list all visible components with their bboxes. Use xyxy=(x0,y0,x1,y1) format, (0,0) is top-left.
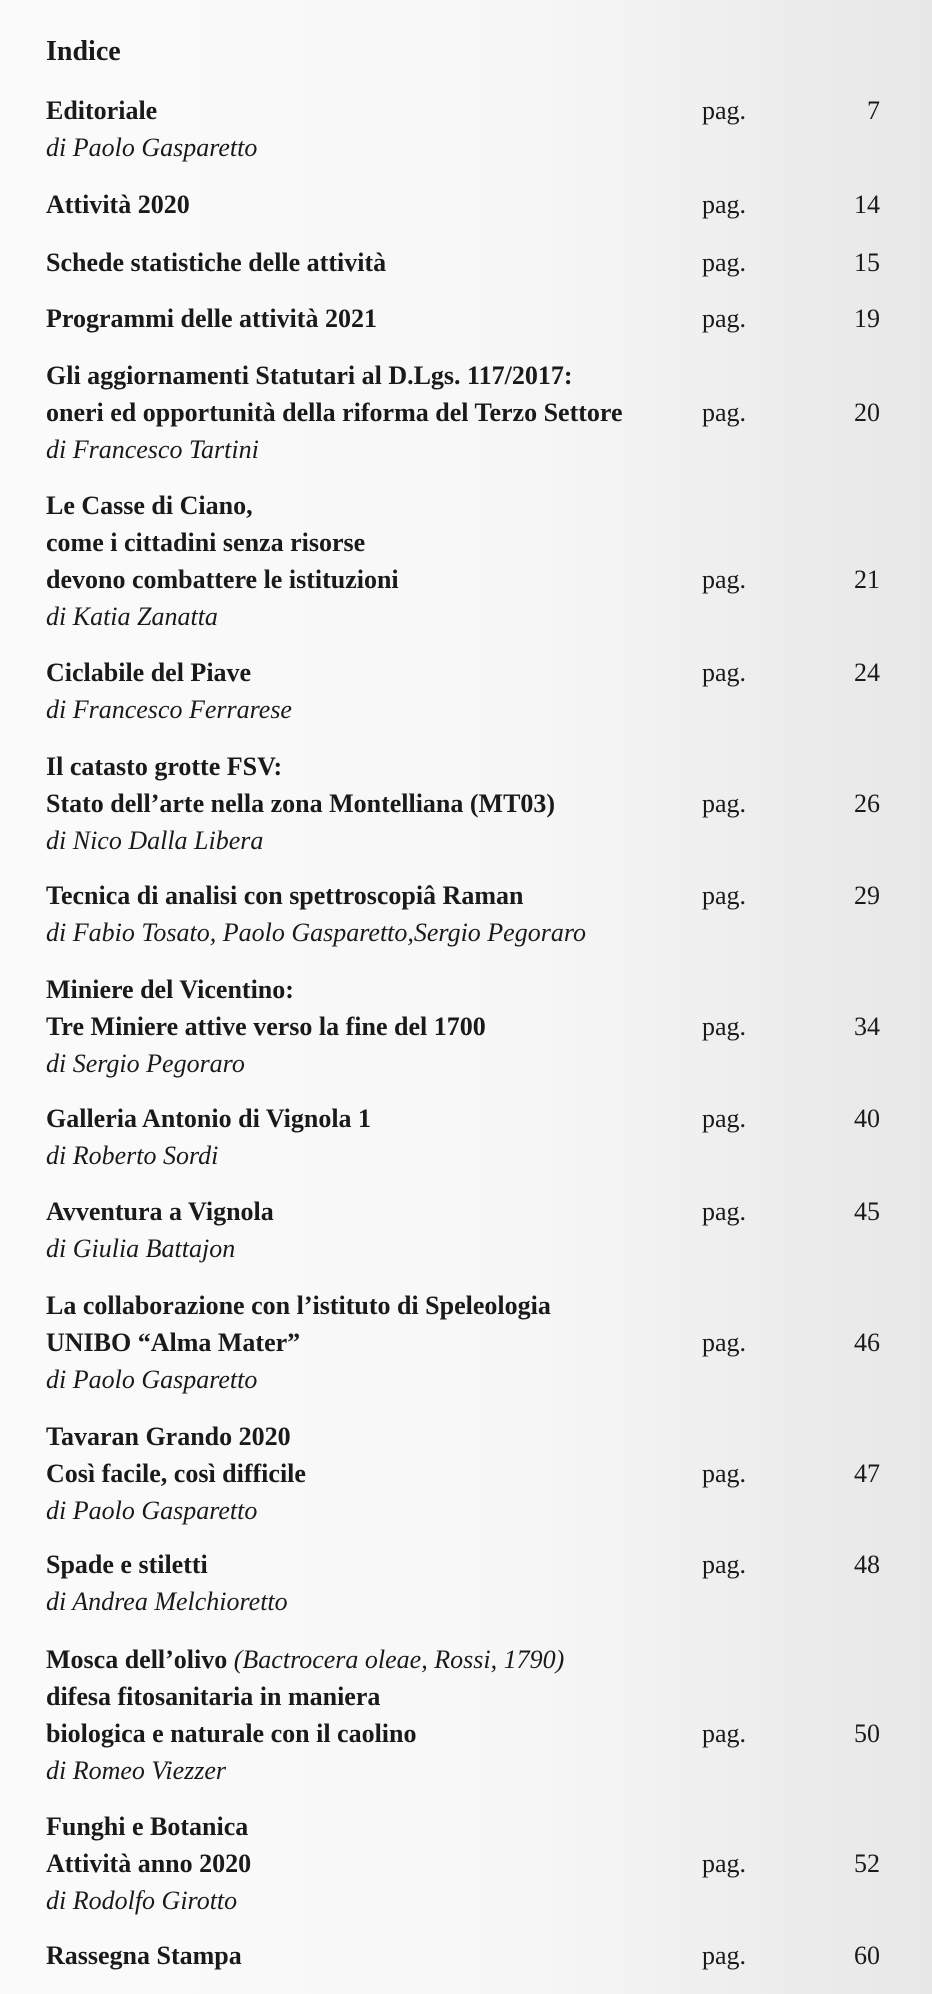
entry-title-subtitle: (Bactrocera oleae, Rossi, 1790) xyxy=(233,1645,565,1674)
entry-title: Le Casse di Ciano, xyxy=(46,491,253,520)
entry-page-ref xyxy=(702,1715,912,1752)
pag-label: pag. xyxy=(702,1328,747,1357)
entry-author: di Paolo Gasparetto xyxy=(46,133,258,162)
entry-title: UNIBO “Alma Mater” xyxy=(46,1328,301,1357)
entry-page-ref xyxy=(702,1845,912,1882)
entry-page-ref xyxy=(702,92,912,129)
pag-label: pag. xyxy=(702,881,747,910)
entry-author: di Paolo Gasparetto xyxy=(46,1365,258,1394)
entry-title: Spade e stiletti xyxy=(46,1550,208,1579)
entry-title: Tre Miniere attive verso la fine del 1700 xyxy=(46,1012,486,1041)
entry-title: Galleria Antonio di Vignola 1 xyxy=(46,1104,372,1133)
entry-author: di Roberto Sordi xyxy=(46,1141,219,1170)
entry-title: Avventura a Vignola xyxy=(46,1197,274,1226)
entry-title: Editoriale xyxy=(46,96,158,125)
entry-page-ref xyxy=(702,654,912,691)
entry-author: di Romeo Viezzer xyxy=(46,1756,227,1785)
entry-page-ref xyxy=(702,186,912,223)
entry-author: di Katia Zanatta xyxy=(46,602,218,631)
page-title: Indice xyxy=(46,36,121,67)
entry-page-ref xyxy=(702,785,912,822)
page-number: 47 xyxy=(854,1459,880,1488)
page-number: 60 xyxy=(854,1941,880,1970)
entry-title-line xyxy=(46,1641,932,1678)
page-number: 52 xyxy=(854,1849,880,1878)
entry-title: Il catasto grotte FSV: xyxy=(46,752,283,781)
entry-page-ref xyxy=(702,244,912,281)
page-number: 7 xyxy=(867,96,880,125)
entry-page-ref xyxy=(702,1546,912,1583)
entry-title: Tavaran Grando 2020 xyxy=(46,1422,291,1451)
entry-title: Schede statistiche delle attività xyxy=(46,248,387,277)
page-number: 26 xyxy=(854,789,880,818)
pag-label: pag. xyxy=(702,658,747,687)
entry-title: Così facile, così difficile xyxy=(46,1459,306,1488)
entry-page-ref xyxy=(702,561,912,598)
pag-label: pag. xyxy=(702,1197,747,1226)
entry-page-ref xyxy=(702,1008,912,1045)
pag-label: pag. xyxy=(702,565,747,594)
entry-author: di Francesco Ferrarese xyxy=(46,695,292,724)
entry-page-ref xyxy=(702,394,912,431)
pag-label: pag. xyxy=(702,789,747,818)
pag-label: pag. xyxy=(702,248,747,277)
page-number: 50 xyxy=(854,1719,880,1748)
entry-title: Funghi e Botanica xyxy=(46,1812,249,1841)
entry-title: devono combattere le istituzioni xyxy=(46,565,399,594)
pag-label: pag. xyxy=(702,304,747,333)
entry-author: di Rodolfo Girotto xyxy=(46,1886,238,1915)
pag-label: pag. xyxy=(702,1941,747,1970)
pag-label: pag. xyxy=(702,190,747,219)
pag-label: pag. xyxy=(702,1719,747,1748)
pag-label: pag. xyxy=(702,1849,747,1878)
entry-author: di Francesco Tartini xyxy=(46,435,259,464)
entry-author: di Fabio Tosato, Paolo Gasparetto,Sergio Pegoraro xyxy=(46,918,586,947)
page-number: 15 xyxy=(854,248,880,277)
entry-author: di Giulia Battajon xyxy=(46,1234,236,1263)
pag-label: pag. xyxy=(702,1550,747,1579)
entry-title: Attività 2020 xyxy=(46,190,190,219)
entry-page-ref xyxy=(702,877,912,914)
entry-page-ref xyxy=(702,1937,912,1974)
pag-label: pag. xyxy=(702,398,747,427)
page-number: 48 xyxy=(854,1550,880,1579)
page-number: 20 xyxy=(854,398,880,427)
entry-page-ref xyxy=(702,1455,912,1492)
entry-title: difesa fitosanitaria in maniera xyxy=(46,1682,381,1711)
page-number: 19 xyxy=(854,304,880,333)
entry-title: Programmi delle attività 2021 xyxy=(46,304,377,333)
entry-title: Attività anno 2020 xyxy=(46,1849,252,1878)
entry-page-ref xyxy=(702,1193,912,1230)
entry-author: di Paolo Gasparetto xyxy=(46,1496,258,1525)
entry-title: come i cittadini senza risorse xyxy=(46,528,366,557)
entry-page-ref xyxy=(702,300,912,337)
entry-author: di Andrea Melchioretto xyxy=(46,1587,288,1616)
entry-author: di Nico Dalla Libera xyxy=(46,826,264,855)
pag-label: pag. xyxy=(702,1459,747,1488)
entry-title: biologica e naturale con il caolino xyxy=(46,1719,417,1748)
page-number: 46 xyxy=(854,1328,880,1357)
pag-label: pag. xyxy=(702,96,747,125)
page-number: 40 xyxy=(854,1104,880,1133)
entry-title: La collaborazione con l’istituto di Speleologia xyxy=(46,1291,551,1320)
pag-label: pag. xyxy=(702,1104,747,1133)
entry-title: Gli aggiornamenti Statutari al D.Lgs. 117/2017: xyxy=(46,361,573,390)
entry-page-ref xyxy=(702,1100,912,1137)
entry-author: di Sergio Pegoraro xyxy=(46,1049,245,1078)
entry-title: Miniere del Vicentino: xyxy=(46,975,294,1004)
entry-title: Mosca dell’olivo xyxy=(46,1645,228,1674)
entry-title: Rassegna Stampa xyxy=(46,1941,242,1970)
page-number: 21 xyxy=(854,565,880,594)
entry-page-ref xyxy=(702,1324,912,1361)
page-number: 45 xyxy=(854,1197,880,1226)
entry-title: Tecnica di analisi con spettroscopiâ Raman xyxy=(46,881,524,910)
entry-title: oneri ed opportunità della riforma del Terzo Settore xyxy=(46,398,623,427)
entry-title: Ciclabile del Piave xyxy=(46,658,252,687)
page-number: 24 xyxy=(854,658,880,687)
page-number: 34 xyxy=(854,1012,880,1041)
page-number: 29 xyxy=(854,881,880,910)
pag-label: pag. xyxy=(702,1012,747,1041)
page-number: 14 xyxy=(854,190,880,219)
entry-title: Stato dell’arte nella zona Montelliana (MT03) xyxy=(46,789,556,818)
